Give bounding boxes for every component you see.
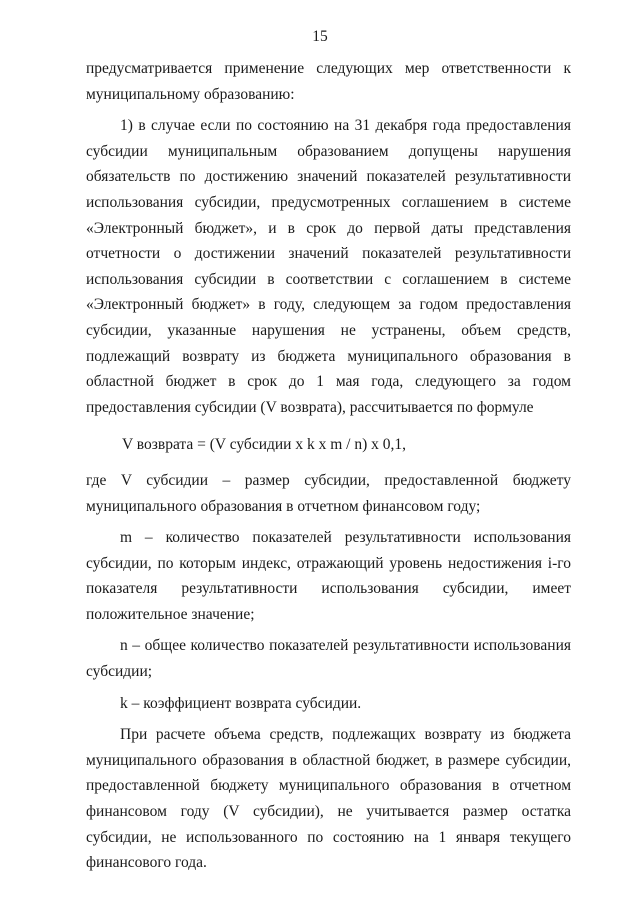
paragraph-calculation-note: При расчете объема средств, подлежащих возврату из бюджета муниципального образования в областной бюджет, в размере субсидии, предоставленной бюджету муниципального образования в отчетном финансовом году (V субсидии), не учитывается размер остатка субсидии, не использованного по состоянию на 1 января текущего финансового года. <box>86 726 571 872</box>
paragraph-where-v: где V субсидии – размер субсидии, предоставленной бюджету муниципального образования в отчетном финансовом году; <box>86 471 571 515</box>
formula: V возврата = (V субсидии x k x m / n) x 0,1, <box>122 436 406 454</box>
paragraph-clause-1: 1) в случае если по состоянию на 31 декабря года предоставления субсидии муниципальным образованием допущены нарушения обязательств по достижению значений показателей результативности использования субсидии, предусмотренных соглашением в системе «Электронный бюджет», и в срок до первой даты представления отчетности о достижении значений показателей результативности использования субсидии в соответствии с соглашением в системе «Электронный бюджет» в году, следующем за годом предоставления субсидии, указанные нарушения не устранены, объем средств, подлежащий возврату из бюджета муниципального образования в областной бюджет в срок до 1 мая года, следующего за годом предоставления субсидии (V возврата), рассчитывается по формуле <box>86 117 571 416</box>
paragraph-m-definition: m – количество показателей результативности использования субсидии, по которым индекс, отражающий уровень недостижения i-го показателя результативности использования субсидии, имеет положительное значение; <box>86 529 571 623</box>
page-number: 15 <box>312 28 328 45</box>
document-body <box>86 56 571 876</box>
paragraph-n-definition: n – общее количество показателей результативности использования субсидии; <box>86 637 571 681</box>
paragraph-k-definition: k – коэффициент возврата субсидии. <box>120 694 362 712</box>
paragraph-intro: предусматривается применение следующих мер ответственности к муниципальному образованию: <box>86 60 571 103</box>
